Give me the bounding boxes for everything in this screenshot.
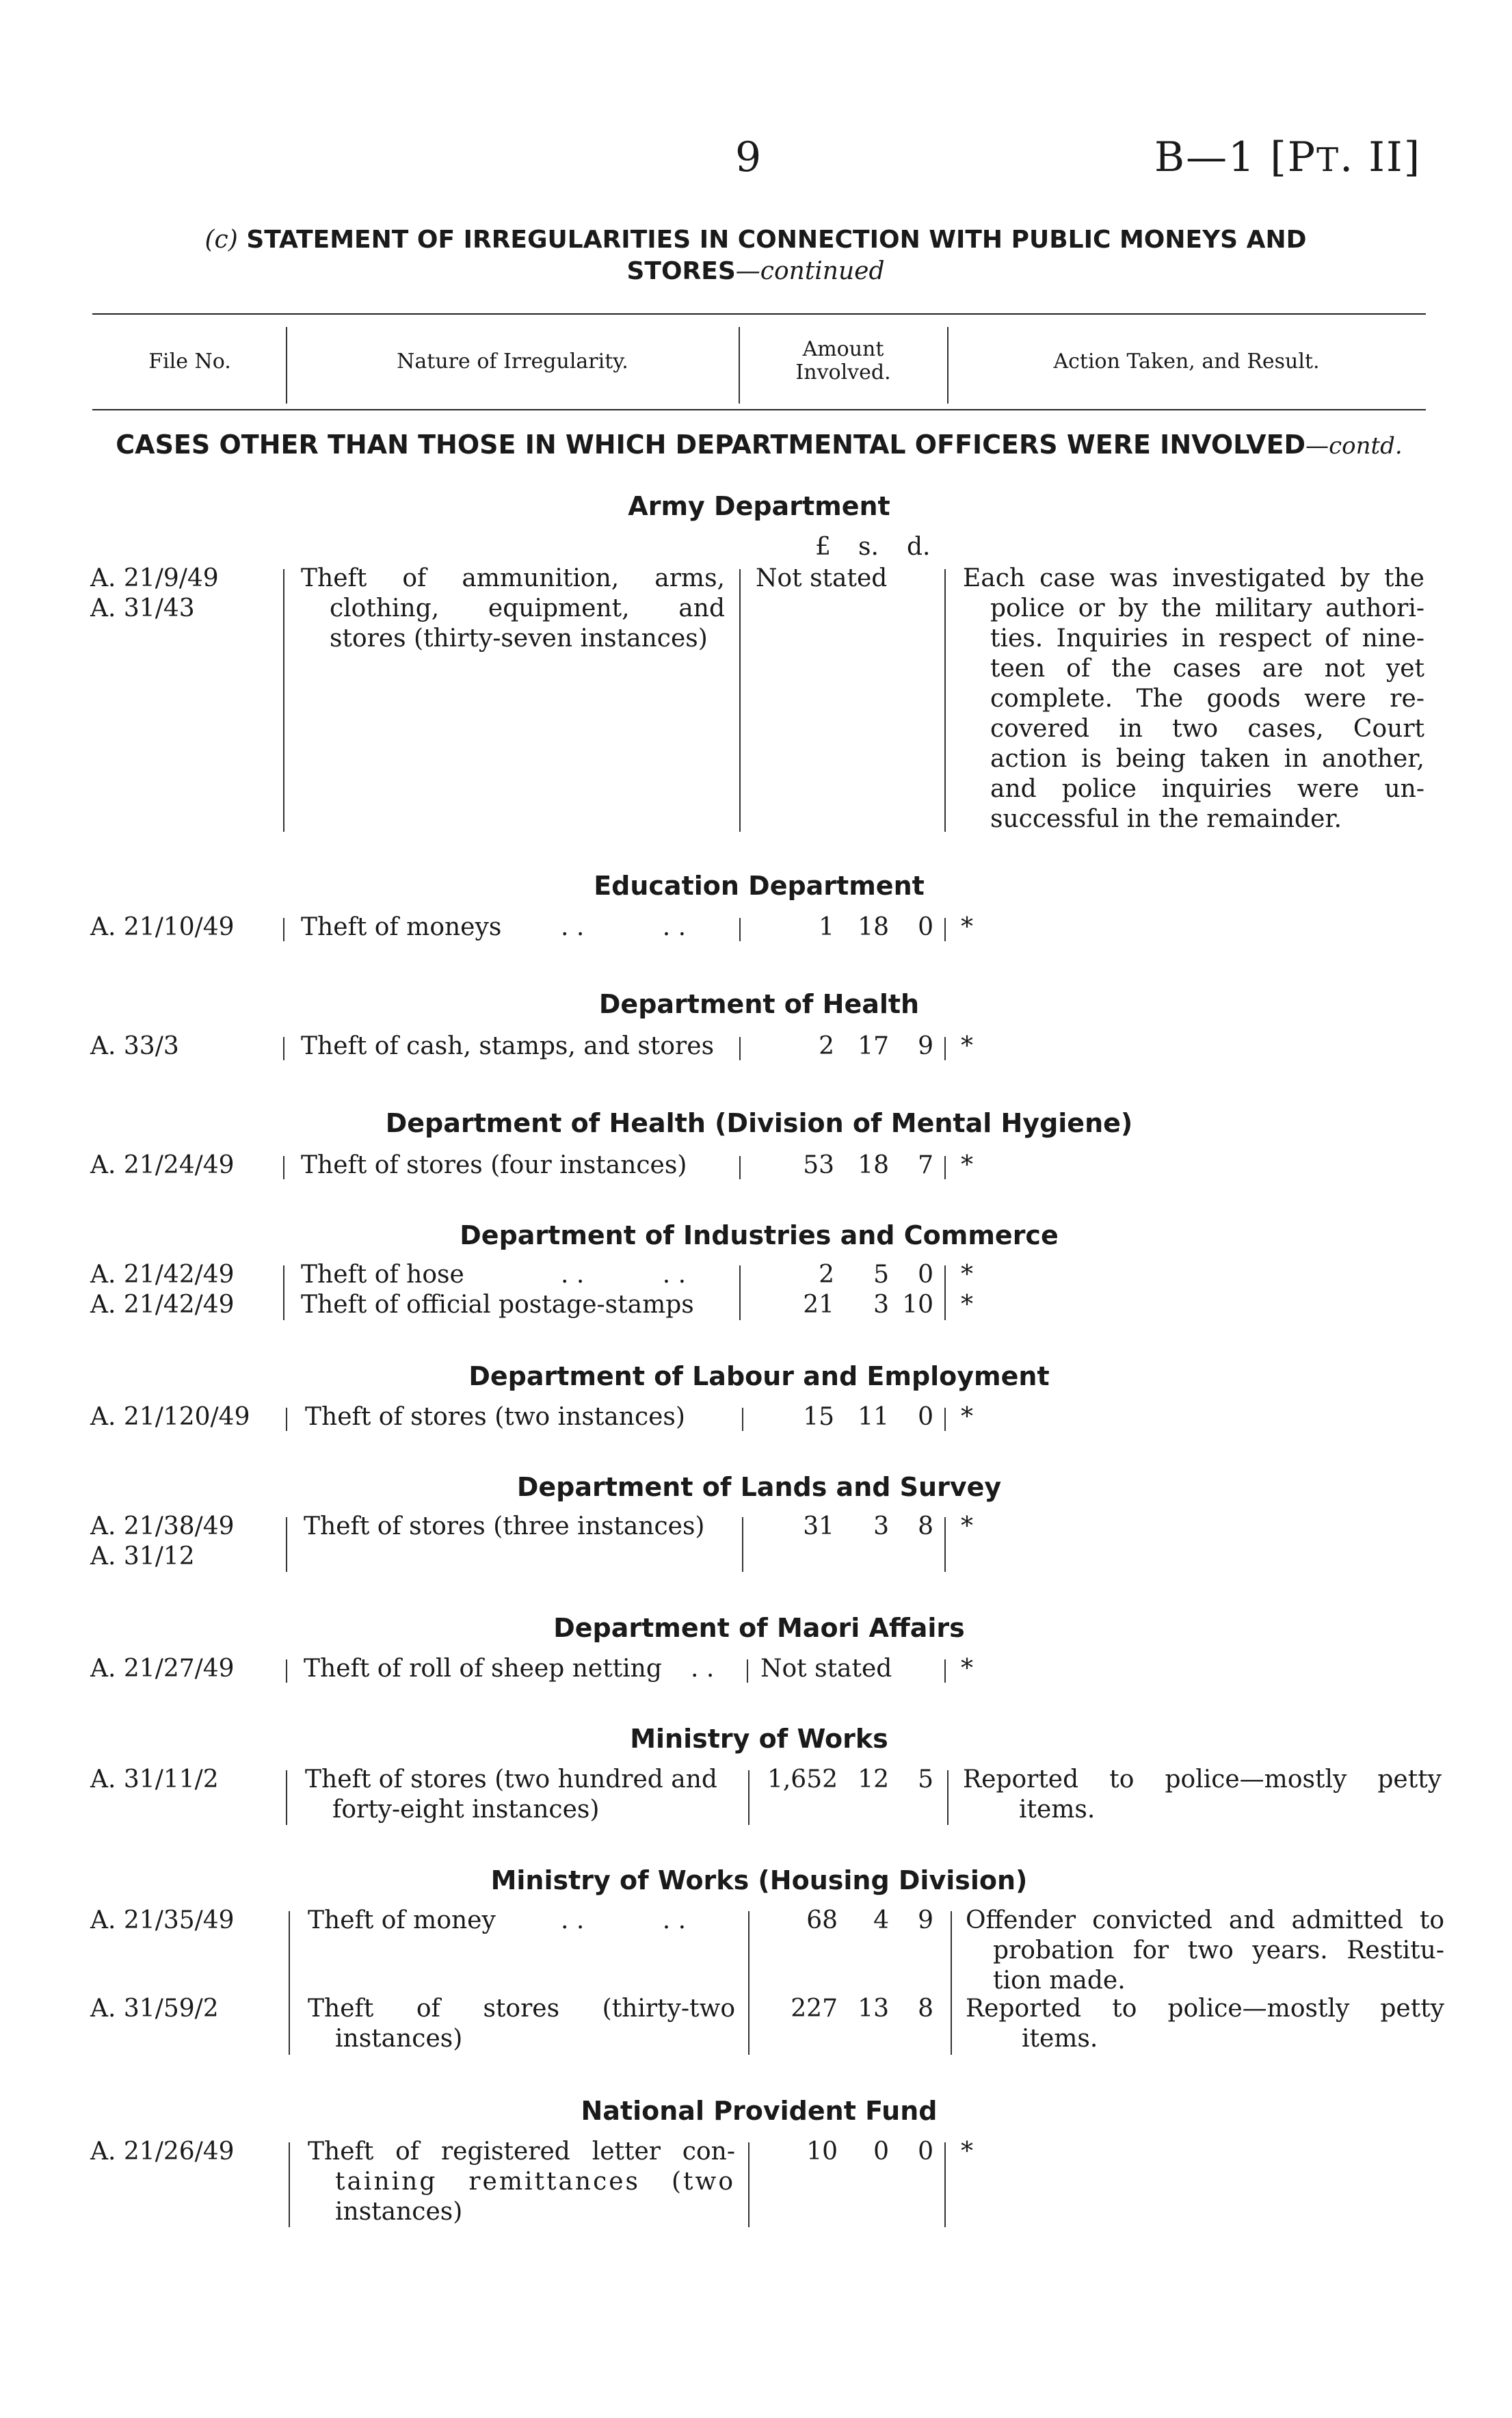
amount-pounds: 68 [806, 1906, 838, 1934]
column-rule [283, 1265, 284, 1320]
amount-shillings: 3 [873, 1291, 889, 1319]
column-rule [944, 1156, 946, 1179]
irregularity-description: Theft of stores (four instances) [301, 1151, 687, 1179]
column-header-file-no: File No. [148, 350, 231, 373]
column-rule [748, 1770, 750, 1825]
action-asterisk: * [961, 1403, 973, 1431]
column-rule [283, 1037, 284, 1060]
amount-shillings: 4 [873, 1906, 889, 1934]
column-rule [739, 1037, 741, 1060]
column-rule [748, 2142, 750, 2227]
header-divider [286, 327, 287, 404]
column-rule [944, 1265, 946, 1320]
department-heading: Ministry of Works [630, 1724, 888, 1754]
irregularity-description: Theft of stores (thirty-two instances) [308, 1995, 735, 2053]
amount-pence: 0 [918, 1403, 933, 1431]
column-rule [748, 1911, 750, 2055]
file-number: A. 21/35/49 [90, 1906, 235, 1934]
page-number: 9 [735, 133, 762, 181]
irregularity-description: Theft of roll of sheep netting [304, 1655, 662, 1683]
department-heading: Education Department [594, 871, 925, 901]
column-rule [944, 918, 946, 941]
department-heading: Army Department [628, 491, 890, 521]
irregularity-description: Theft of registered letter con- taining remittances (two instances) [308, 2138, 735, 2226]
file-number: A. 21/10/49 [90, 913, 235, 941]
irregularity-description: Theft of stores (two instances) [305, 1403, 685, 1431]
amount-shillings: 5 [873, 1261, 889, 1289]
amount-shillings: 3 [873, 1512, 889, 1540]
column-rule [951, 1911, 952, 2055]
amount-pounds: 31 [803, 1512, 834, 1540]
irregularity-description: Theft of money [308, 1906, 496, 1934]
action-taken: Offender convicted and admitted to probation for two years. Restitu- tion made. [966, 1906, 1444, 1995]
column-rule [944, 2142, 946, 2227]
irregularity-description: Theft of moneys [301, 913, 502, 941]
amount-pence: 0 [918, 913, 933, 941]
column-header-amount: Amount Involved. [795, 337, 891, 384]
section-heading: CASES OTHER THAN THOSE IN WHICH DEPARTMENTAL OFFICERS WERE INVOLVED—contd. [116, 430, 1403, 460]
department-heading: Department of Labour and Employment [468, 1361, 1050, 1391]
action-taken: Reported to police—mostly petty items. [963, 1765, 1442, 1824]
column-rule [739, 1265, 741, 1320]
amount-pence: 5 [918, 1765, 933, 1793]
amount-shillings: 18 [858, 913, 889, 941]
amount-pounds: 227 [791, 1995, 838, 2023]
file-number: A. 33/3 [90, 1032, 179, 1060]
amount-pence: 8 [918, 1512, 933, 1540]
file-number: A. 21/24/49 [90, 1151, 235, 1179]
leader-dots: . . . . [561, 1906, 687, 1934]
amount-pence: 7 [918, 1151, 933, 1179]
amount-pence: 0 [918, 2138, 933, 2166]
leader-dots: . . . . [561, 913, 687, 941]
file-number: A. 31/59/2 [90, 1995, 219, 2023]
amount-shillings: 17 [858, 1032, 889, 1060]
amount-not-stated: Not stated [760, 1655, 892, 1683]
action-taken: Reported to police—mostly petty items. [966, 1995, 1444, 2053]
statement-title: (c) STATEMENT OF IRREGULARITIES IN CONNECTION WITH PUBLIC MONEYS AND STORES—continued [204, 226, 1307, 285]
amount-pounds: 15 [803, 1403, 834, 1431]
column-rule [944, 1517, 946, 1572]
action-asterisk: * [961, 1151, 973, 1179]
action-asterisk: * [961, 2138, 973, 2166]
column-rule [283, 569, 284, 832]
amount-shillings: 0 [873, 2138, 889, 2166]
column-rule [286, 1517, 287, 1572]
amount-pounds: 10 [806, 2138, 838, 2166]
department-heading: Ministry of Works (Housing Division) [490, 1865, 1028, 1895]
amount-pence: 8 [918, 1995, 933, 2023]
irregularity-description: Theft of cash, stamps, and stores [301, 1032, 715, 1060]
amount-not-stated: Not stated [756, 564, 888, 592]
file-number: A. 21/120/49 [90, 1403, 250, 1431]
amount-pence: 9 [918, 1032, 933, 1060]
amount-pounds: 53 [803, 1151, 834, 1179]
column-rule [286, 1659, 287, 1683]
irregularity-description: Theft of stores (three instances) [304, 1512, 705, 1540]
document-reference: B—1 [PT. II] [1154, 133, 1422, 181]
file-number: A. 21/42/49 [90, 1261, 235, 1289]
amount-pounds: 2 [819, 1261, 834, 1289]
file-number: A. 21/38/49 A. 31/12 [90, 1512, 235, 1571]
department-heading: National Provident Fund [581, 2096, 938, 2126]
column-rule [289, 1911, 290, 2055]
header-divider [739, 327, 740, 404]
currency-pence: d. [907, 533, 931, 561]
amount-shillings: 11 [858, 1403, 889, 1431]
column-rule [944, 1408, 946, 1431]
column-rule [283, 1156, 284, 1179]
department-heading: Department of Health [598, 989, 920, 1019]
currency-shillings: s. [858, 533, 879, 561]
action-asterisk: * [961, 1655, 973, 1683]
column-rule [747, 1659, 748, 1683]
amount-pounds: 1 [819, 913, 834, 941]
amount-pence: 0 [918, 1261, 933, 1289]
currency-pounds: £ [815, 533, 831, 561]
department-heading: Department of Industries and Commerce [460, 1220, 1059, 1250]
column-rule [739, 569, 741, 832]
amount-shillings: 12 [858, 1765, 889, 1793]
action-asterisk: * [961, 1261, 973, 1289]
amount-shillings: 18 [858, 1151, 889, 1179]
header-divider [947, 327, 949, 404]
column-rule [739, 918, 741, 941]
leader-dots: . . . . [561, 1261, 687, 1289]
column-header-action: Action Taken, and Result. [1053, 350, 1320, 373]
file-number: A. 21/27/49 [90, 1655, 235, 1683]
amount-pence: 10 [902, 1291, 933, 1319]
column-rule [286, 1770, 287, 1825]
column-rule [286, 1408, 287, 1431]
action-asterisk: * [961, 1512, 973, 1540]
file-number: A. 21/42/49 [90, 1291, 235, 1319]
column-header-nature: Nature of Irregularity. [397, 350, 628, 373]
header-bottom-rule [92, 409, 1426, 410]
amount-pounds: 1,652 [767, 1765, 838, 1793]
column-rule [742, 1517, 743, 1572]
irregularity-description: Theft of stores (two hundred and forty-eight instances) [305, 1765, 717, 1824]
irregularity-description: Theft of official postage-stamps [301, 1291, 694, 1319]
file-number: A. 21/26/49 [90, 2138, 235, 2166]
department-heading: Department of Maori Affairs [553, 1613, 965, 1643]
amount-pence: 9 [918, 1906, 933, 1934]
department-heading: Department of Health (Division of Mental Hygiene) [385, 1108, 1133, 1138]
column-rule [742, 1408, 743, 1431]
amount-pounds: 21 [803, 1291, 834, 1319]
amount-shillings: 13 [858, 1995, 889, 2023]
column-rule [944, 1037, 946, 1060]
column-rule [944, 1659, 946, 1683]
action-asterisk: * [961, 1291, 973, 1319]
department-heading: Department of Lands and Survey [516, 1472, 1002, 1502]
column-rule [283, 918, 284, 941]
column-rule [739, 1156, 741, 1179]
amount-pounds: 2 [819, 1032, 834, 1060]
file-number: A. 21/9/49 A. 31/43 [90, 564, 219, 622]
irregularity-description: Theft of hose [301, 1261, 464, 1289]
column-rule [947, 1770, 949, 1825]
action-taken: Each case was investigated by the police or by the military authori- ties. Inquiries in respect of nine- teen of the cases are not yet complete. The goods were re- covered in two cases, Court action is being taken in another, and police inquiries were un- successful in the remainder. [963, 564, 1424, 833]
file-number: A. 31/11/2 [90, 1765, 219, 1793]
action-asterisk: * [961, 1032, 973, 1060]
column-rule [944, 569, 946, 832]
column-rule [289, 2142, 290, 2227]
action-asterisk: * [961, 913, 973, 941]
leader-dots: . . [691, 1655, 715, 1683]
header-top-rule [92, 313, 1426, 315]
irregularity-description: Theft of ammunition, arms, clothing, equipment, and stores (thirty-seven instances) [301, 564, 725, 653]
